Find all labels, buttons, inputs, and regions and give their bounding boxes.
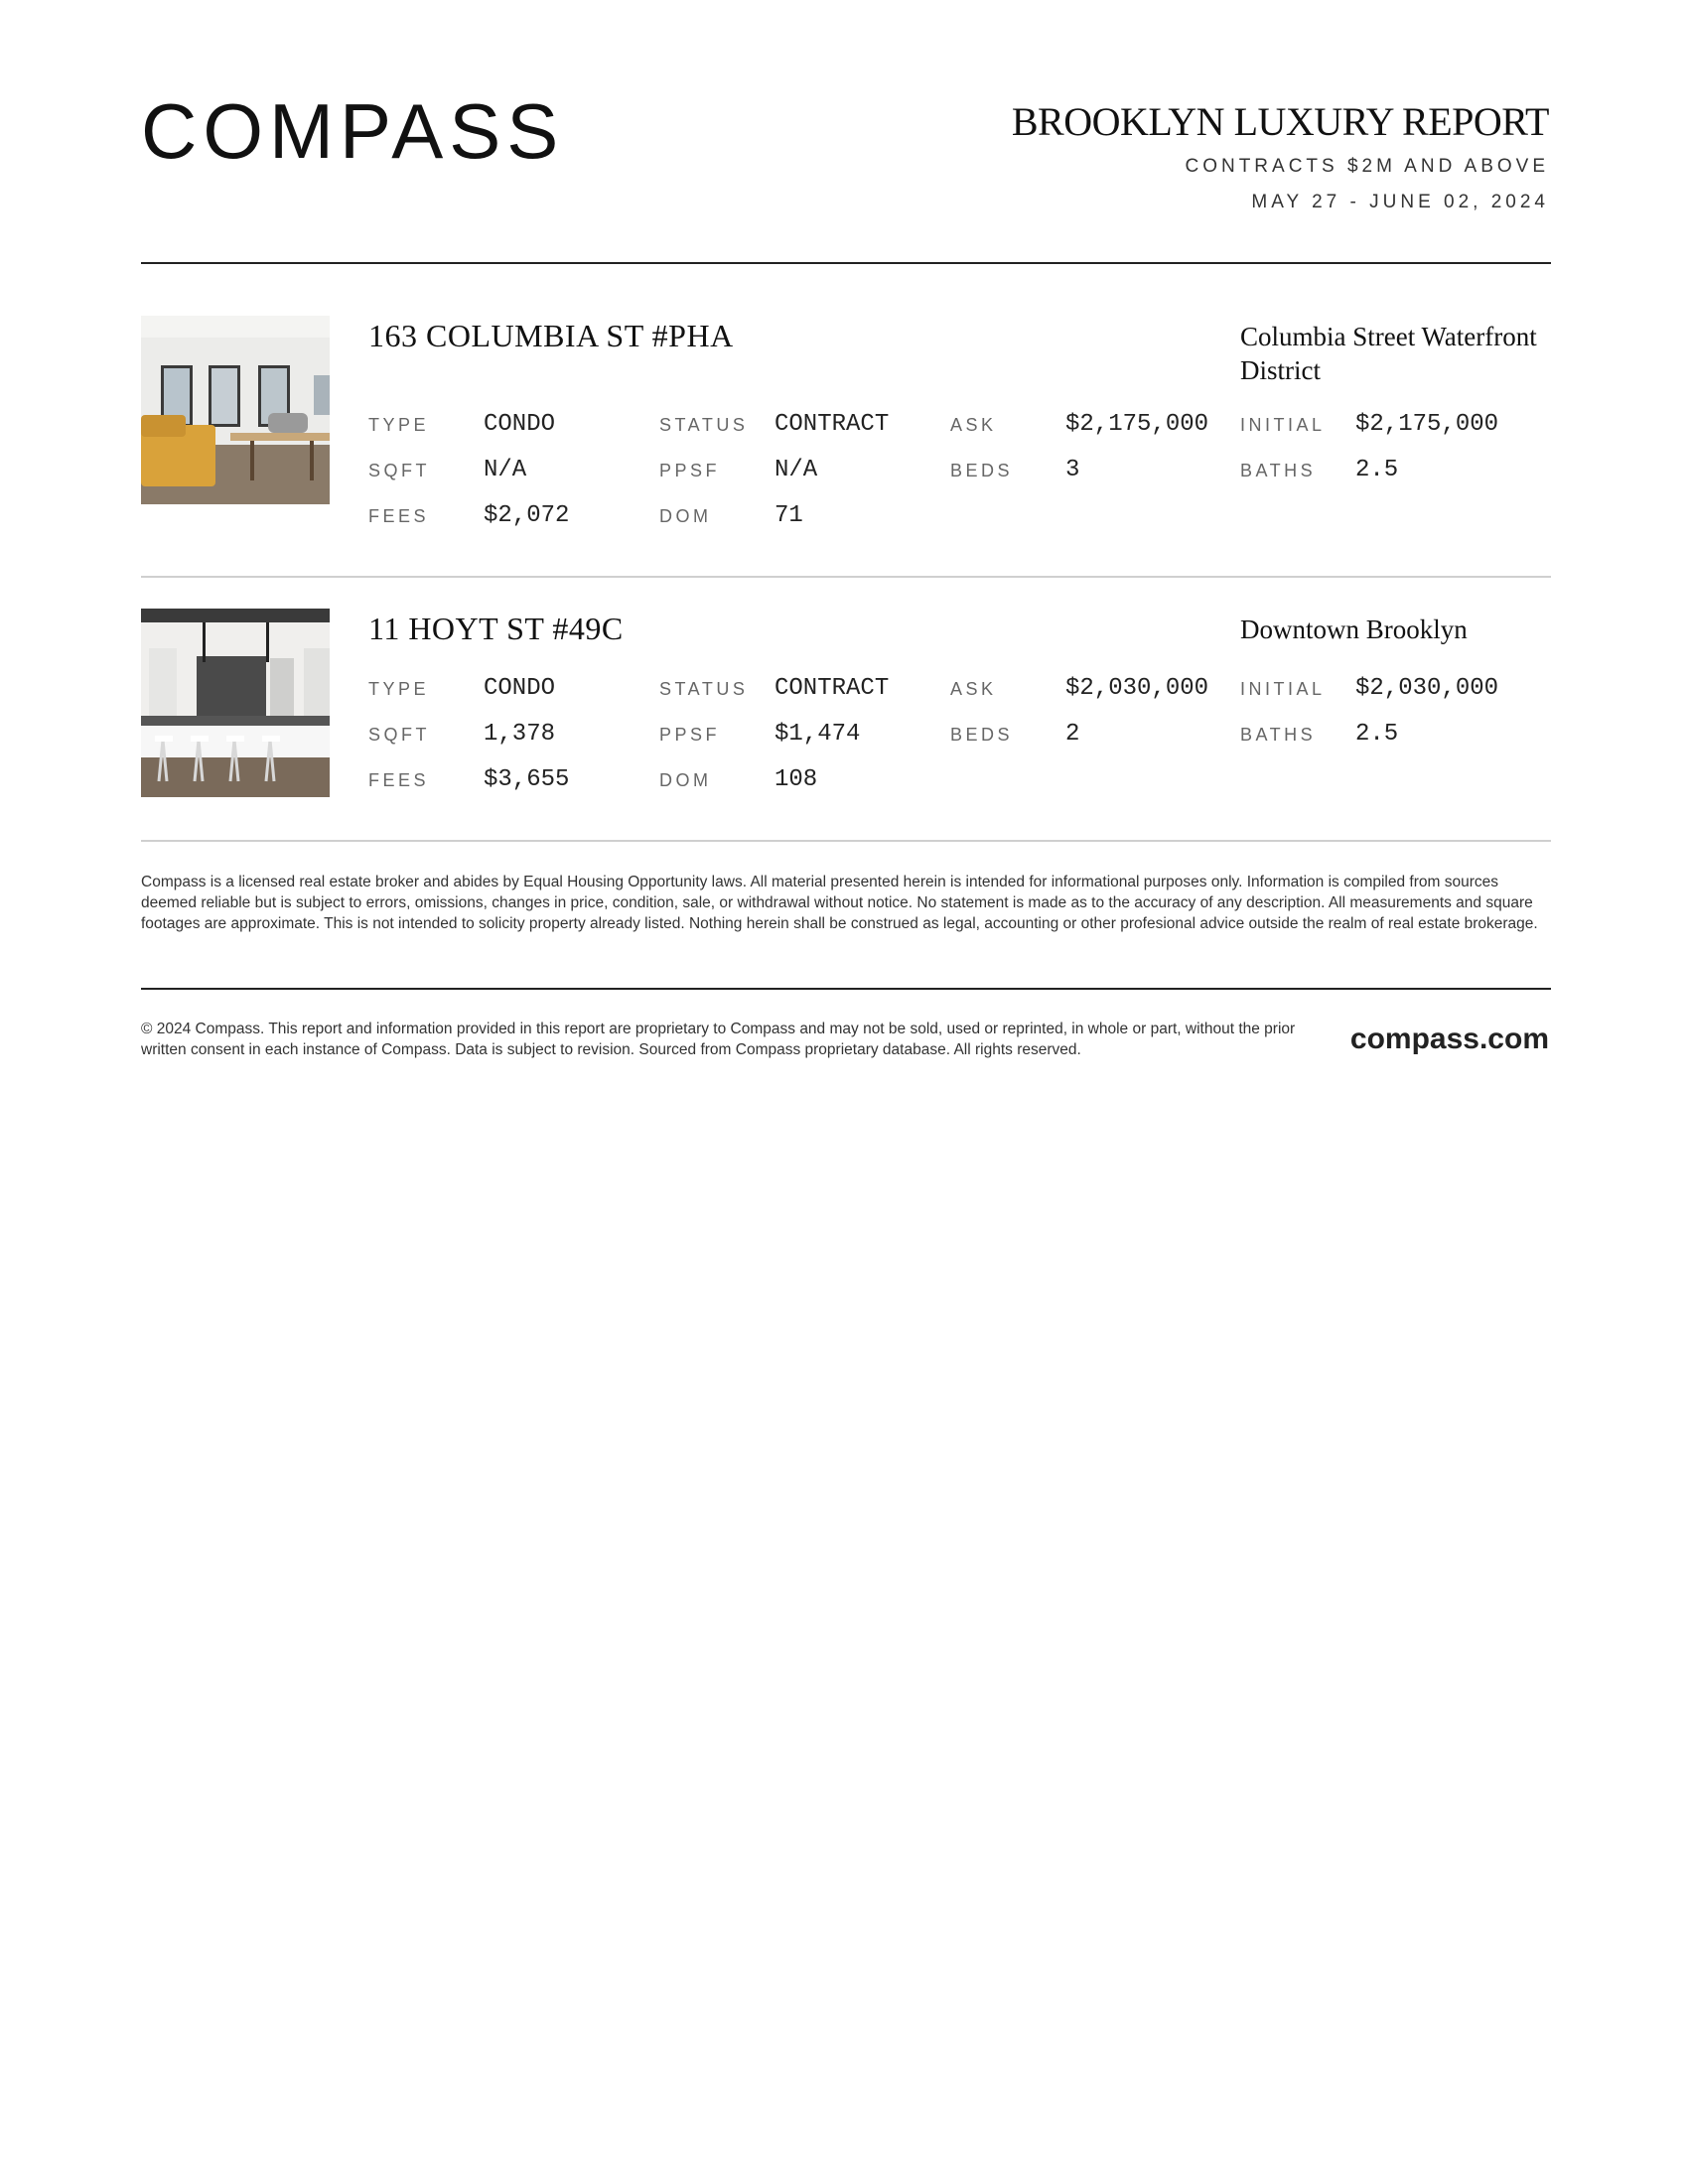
ask-label: ASK xyxy=(950,679,997,699)
initial-label: INITIAL xyxy=(1240,415,1326,435)
beds-value: 2 xyxy=(1065,721,1080,748)
copyright-text: © 2024 Compass. This report and information provided in this report are proprietary to Compass and may not be sold, used or reprinted, in whole or part, without the prior written consent in each instance of Compass. Data is subject to revision. Sourced from Compass proprietary database. All rights reserved. xyxy=(141,1021,1296,1058)
initial-label: INITIAL xyxy=(1240,679,1326,699)
disclaimer-text: Compass is a licensed real estate broker and abides by Equal Housing Opportunity laws. All material presented herein is intended for informational purposes only. Information is compiled from sources deemed reliable but is subject to errors, omissions, changes in price, condition, sale, or withdrawal without notice. No statement is made as to the accuracy of any description. All measurements and square footages are approximate. This is not intended to solicity property already listed. Nothing herein shall be construed as legal, accounting or other profesional advice outside the realm of real estate brokerage. xyxy=(141,874,1538,932)
baths-value: 2.5 xyxy=(1355,721,1399,748)
ppsf-value: N/A xyxy=(774,457,818,483)
status-label: STATUS xyxy=(659,415,749,435)
footer-divider xyxy=(141,988,1551,990)
listing-divider xyxy=(141,840,1551,842)
listing-address: 11 HOYT ST #49C xyxy=(368,611,624,646)
status-label: STATUS xyxy=(659,679,749,699)
beds-label: BEDS xyxy=(950,725,1014,745)
dom-label: DOM xyxy=(659,770,712,790)
beds-value: 3 xyxy=(1065,457,1080,483)
ask-value: $2,030,000 xyxy=(1065,675,1209,702)
ppsf-label: PPSF xyxy=(659,725,721,745)
type-label: TYPE xyxy=(368,415,430,435)
initial-value: $2,175,000 xyxy=(1355,411,1499,438)
fees-value: $3,655 xyxy=(484,766,570,793)
listing-neighborhood: Columbia Street Waterfront District xyxy=(1240,322,1537,385)
compass-logo-text: COMPASS xyxy=(141,94,565,174)
sqft-label: SQFT xyxy=(368,725,430,745)
compass-logo xyxy=(141,94,568,174)
type-value: CONDO xyxy=(484,411,556,438)
baths-label: BATHS xyxy=(1240,725,1317,745)
report-header xyxy=(1012,95,1549,220)
sqft-label: SQFT xyxy=(368,461,430,480)
dom-label: DOM xyxy=(659,506,712,526)
website-link[interactable]: compass.com xyxy=(1349,1023,1549,1055)
fees-label: FEES xyxy=(368,506,430,526)
ask-value: $2,175,000 xyxy=(1065,411,1209,438)
type-value: CONDO xyxy=(484,675,556,702)
listing-neighborhood: Downtown Brooklyn xyxy=(1240,614,1468,644)
status-value: CONTRACT xyxy=(774,411,890,438)
beds-label: BEDS xyxy=(950,461,1014,480)
header-divider xyxy=(141,262,1551,264)
fees-value: $2,072 xyxy=(484,502,570,529)
listing-divider xyxy=(141,576,1551,578)
baths-value: 2.5 xyxy=(1355,457,1399,483)
dom-value: 108 xyxy=(774,766,818,793)
listing-address: 163 COLUMBIA ST #PHA xyxy=(368,318,734,353)
baths-label: BATHS xyxy=(1240,461,1317,480)
ppsf-label: PPSF xyxy=(659,461,721,480)
report-title: BROOKLYN LUXURY REPORT xyxy=(1011,99,1549,144)
sqft-value: N/A xyxy=(484,457,527,483)
fees-label: FEES xyxy=(368,770,430,790)
status-value: CONTRACT xyxy=(774,675,890,702)
initial-value: $2,030,000 xyxy=(1355,675,1499,702)
listing-photo-kitchen xyxy=(141,609,330,797)
type-label: TYPE xyxy=(368,679,430,699)
report-date-range: MAY 27 - JUNE 02, 2024 xyxy=(1251,192,1549,212)
dom-value: 71 xyxy=(774,502,803,529)
sqft-value: 1,378 xyxy=(484,721,556,748)
ppsf-value: $1,474 xyxy=(774,721,861,748)
ask-label: ASK xyxy=(950,415,997,435)
report-subtitle: CONTRACTS $2M AND ABOVE xyxy=(1185,156,1549,177)
listing-card xyxy=(141,316,1551,529)
listing-photo-living-room xyxy=(141,316,330,504)
listing-card xyxy=(141,609,1551,797)
